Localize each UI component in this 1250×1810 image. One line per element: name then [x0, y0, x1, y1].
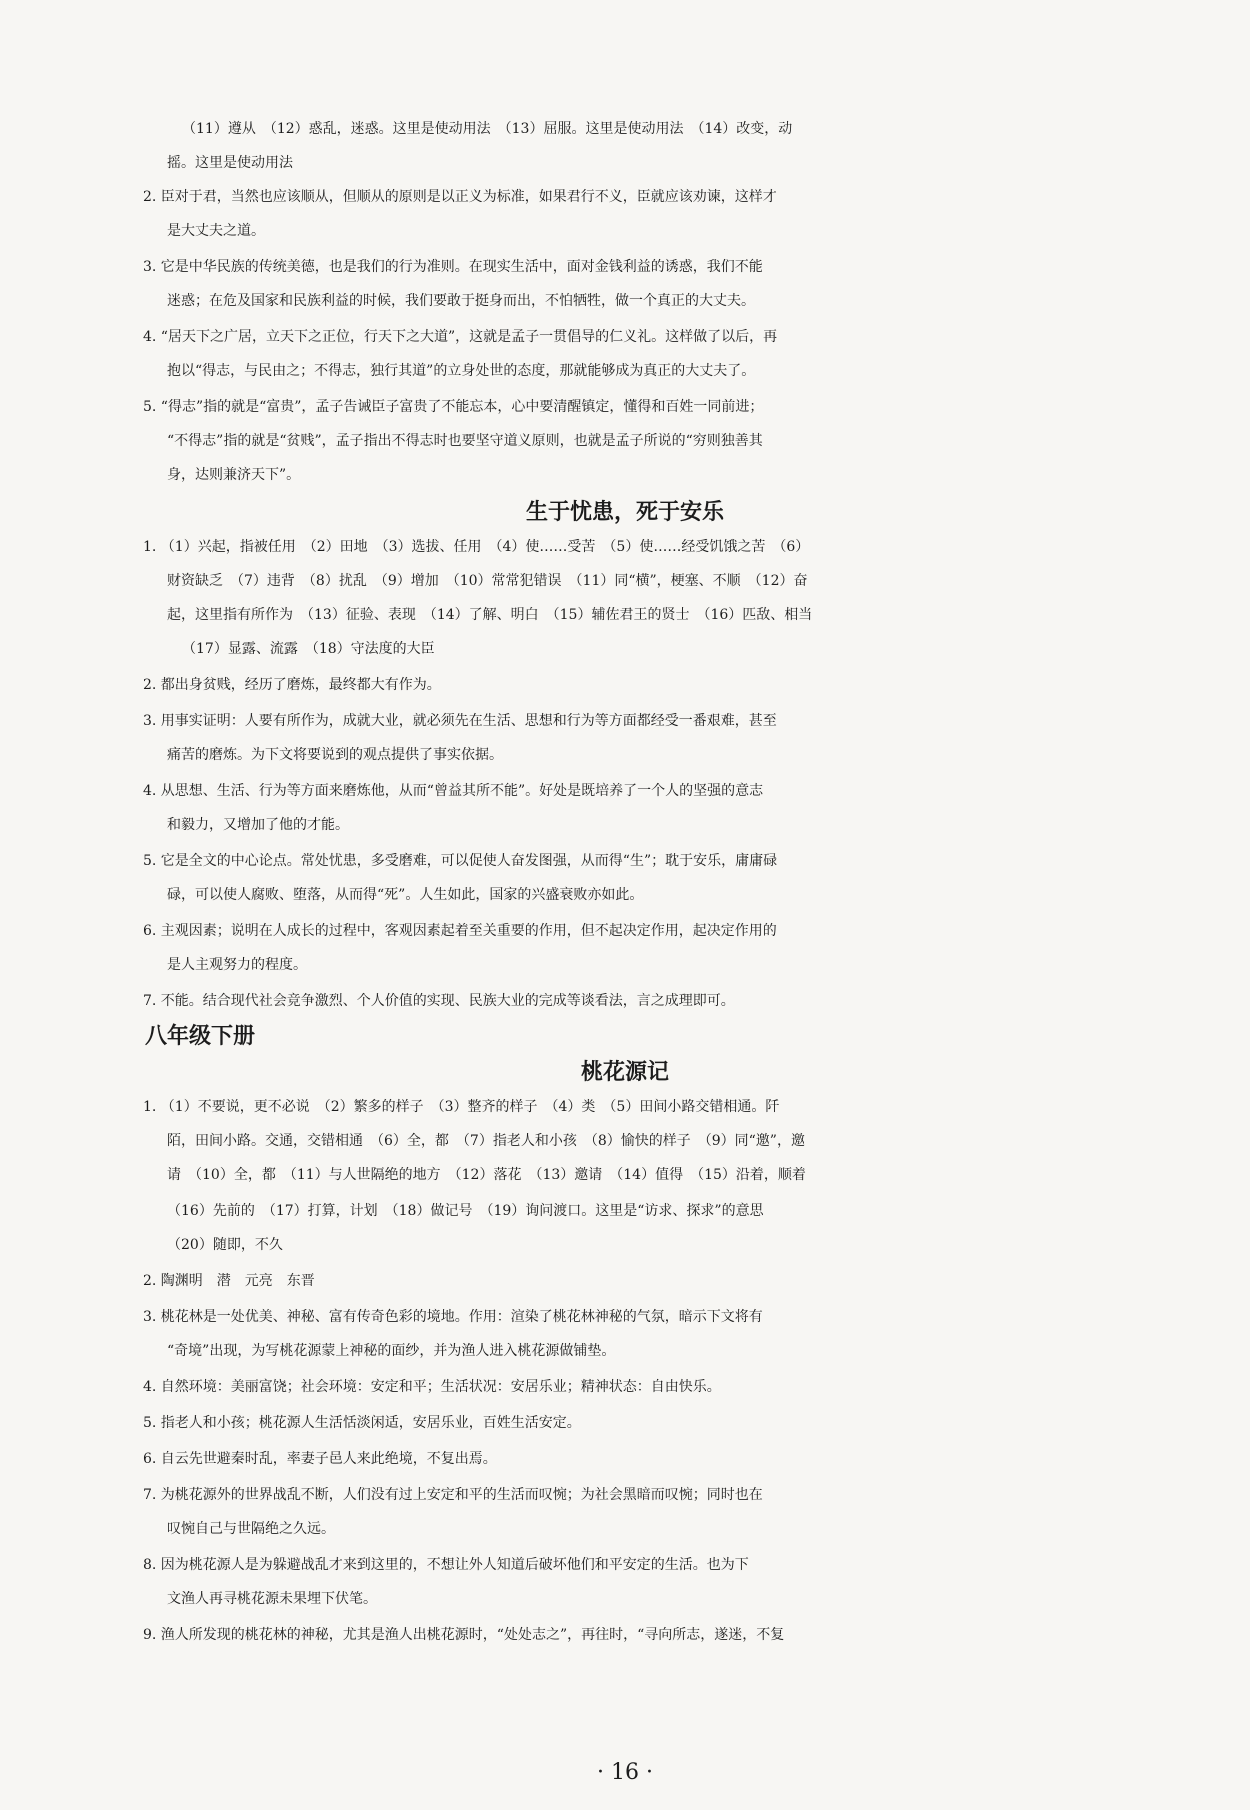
- text-line: 摇。这里是使动用法: [167, 155, 293, 171]
- text-line: 请 （10）全，都 （11）与人世隔绝的地方 （12）落花 （13）邀请 （14）值得 （15）沿着，顺着: [167, 1167, 806, 1183]
- text-line: 抱以“得志，与民由之；不得志，独行其道”的立身处世的态度，那就能够成为真正的大丈夫了。: [167, 363, 756, 379]
- text-line: 是人主观努力的程度。: [167, 957, 307, 973]
- text-line: 5. 它是全文的中心论点。常处忧患，多受磨难，可以促使人奋发图强，从而得“生”；耽于安乐，庸庸碌: [143, 853, 778, 869]
- text-line: 陌，田间小路。交通，交错相通 （6）全，都 （7）指老人和小孩 （8）愉快的样子 （9）同“邀”，邀: [167, 1133, 805, 1149]
- text-line: 叹惋自己与世隔绝之久远。: [167, 1521, 335, 1537]
- text-line: 1. （1）兴起，指被任用 （2）田地 （3）选拔、任用 （4）使……受苦 （5）使……经受饥饿之苦 （6）: [143, 539, 810, 555]
- text-line: 2. 都出身贫贱，经历了磨炼，最终都大有作为。: [143, 677, 441, 693]
- text-line: 2. 臣对于君，当然也应该顺从，但顺从的原则是以正义为标准，如果君行不义，臣就应该劝谏，这样才: [143, 189, 777, 205]
- heading-shengyu: 生于忧患，死于安乐: [525, 500, 724, 525]
- text-line: （20）随即，不久: [167, 1237, 283, 1253]
- text-line: 2. 陶渊明 潜 元亮 东晋: [143, 1273, 315, 1289]
- text-line: （16）先前的 （17）打算，计划 （18）做记号 （19）询问渡口。这里是“访求、探求”的意思: [167, 1203, 764, 1219]
- text-line: 7. 不能。结合现代社会竞争激烈、个人价值的实现、民族大业的完成等谈看法，言之成理即可。: [143, 993, 735, 1009]
- text-line: 6. 主观因素；说明在人成长的过程中，客观因素起着至关重要的作用，但不起决定作用，起决定作用的: [143, 923, 777, 939]
- text-line: 是大丈夫之道。: [167, 223, 265, 239]
- text-line: “奇境”出现，为写桃花源蒙上神秘的面纱，并为渔人进入桃花源做铺垫。: [167, 1343, 616, 1359]
- section-title: 八年级下册: [145, 1024, 256, 1049]
- text-line: 9. 渔人所发现的桃花林的神秘，尤其是渔人出桃花源时，“处处志之”，再往时，“寻向所志，遂迷，不复: [143, 1627, 785, 1643]
- text-line: 5. 指老人和小孩；桃花源人生活恬淡闲适，安居乐业，百姓生活安定。: [143, 1415, 581, 1431]
- heading-taohuayuan: 桃花源记: [580, 1060, 669, 1085]
- text-line: 5. “得志”指的就是“富贵”，孟子告诫臣子富贵了不能忘本，心中要清醒镇定，懂得和百姓一同前进；: [143, 399, 764, 415]
- text-line: （17）显露、流露 （18）守法度的大臣: [182, 641, 435, 657]
- text-line: 起，这里指有所作为 （13）征验、表现 （14）了解、明白 （15）辅佐君王的贤士 （16）匹敌、相当: [167, 607, 813, 623]
- text-line: 6. 自云先世避秦时乱，率妻子邑人来此绝境，不复出焉。: [143, 1451, 497, 1467]
- text-line: 文渔人再寻桃花源未果埋下伏笔。: [167, 1591, 377, 1607]
- text-line: 碌，可以使人腐败、堕落，从而得“死”。人生如此，国家的兴盛衰败亦如此。: [167, 887, 644, 903]
- text-line: 迷惑；在危及国家和民族利益的时候，我们要敢于挺身而出，不怕牺牲，做一个真正的大丈夫。: [167, 293, 755, 309]
- text-line: （11）遵从 （12）惑乱，迷惑。这里是使动用法 （13）屈服。这里是使动用法 （14）改变，动: [182, 121, 793, 137]
- page-number: · 16 ·: [597, 1760, 653, 1785]
- text-line: 1. （1）不要说，更不必说 （2）繁多的样子 （3）整齐的样子 （4）类 （5）田间小路交错相通。阡: [143, 1099, 780, 1115]
- text-line: 4. “居天下之广居，立天下之正位，行天下之大道”，这就是孟子一贯倡导的仁义礼。这样做了以后，再: [143, 329, 778, 345]
- text-line: 身，达则兼济天下”。: [167, 467, 301, 483]
- text-line: 8. 因为桃花源人是为躲避战乱才来到这里的，不想让外人知道后破坏他们和平安定的生活。也为下: [143, 1557, 749, 1573]
- text-line: 7. 为桃花源外的世界战乱不断，人们没有过上安定和平的生活而叹惋；为社会黑暗而叹惋；同时也在: [143, 1487, 763, 1503]
- text-line: 和毅力，又增加了他的才能。: [167, 817, 349, 833]
- text-line: 3. 用事实证明：人要有所作为，成就大业，就必须先在生活、思想和行为等方面都经受一番艰难，甚至: [143, 713, 777, 729]
- text-line: “不得志”指的就是“贫贱”，孟子指出不得志时也要坚守道义原则，也就是孟子所说的“穷则独善其: [167, 433, 763, 449]
- text-line: 痛苦的磨炼。为下文将要说到的观点提供了事实依据。: [167, 747, 503, 763]
- text-line: 3. 桃花林是一处优美、神秘、富有传奇色彩的境地。作用：渲染了桃花林神秘的气氛，暗示下文将有: [143, 1309, 763, 1325]
- text-line: 4. 自然环境：美丽富饶；社会环境：安定和平；生活状况：安居乐业；精神状态：自由快乐。: [143, 1379, 721, 1395]
- text-line: 3. 它是中华民族的传统美德，也是我们的行为准则。在现实生活中，面对金钱利益的诱惑，我们不能: [143, 259, 763, 275]
- text-line: 4. 从思想、生活、行为等方面来磨炼他，从而“曾益其所不能”。好处是既培养了一个人的坚强的意志: [143, 783, 764, 799]
- text-line: 财资缺乏 （7）违背 （8）扰乱 （9）增加 （10）常常犯错误 （11）同“横”，梗塞、不顺 （12）奋: [167, 573, 808, 589]
